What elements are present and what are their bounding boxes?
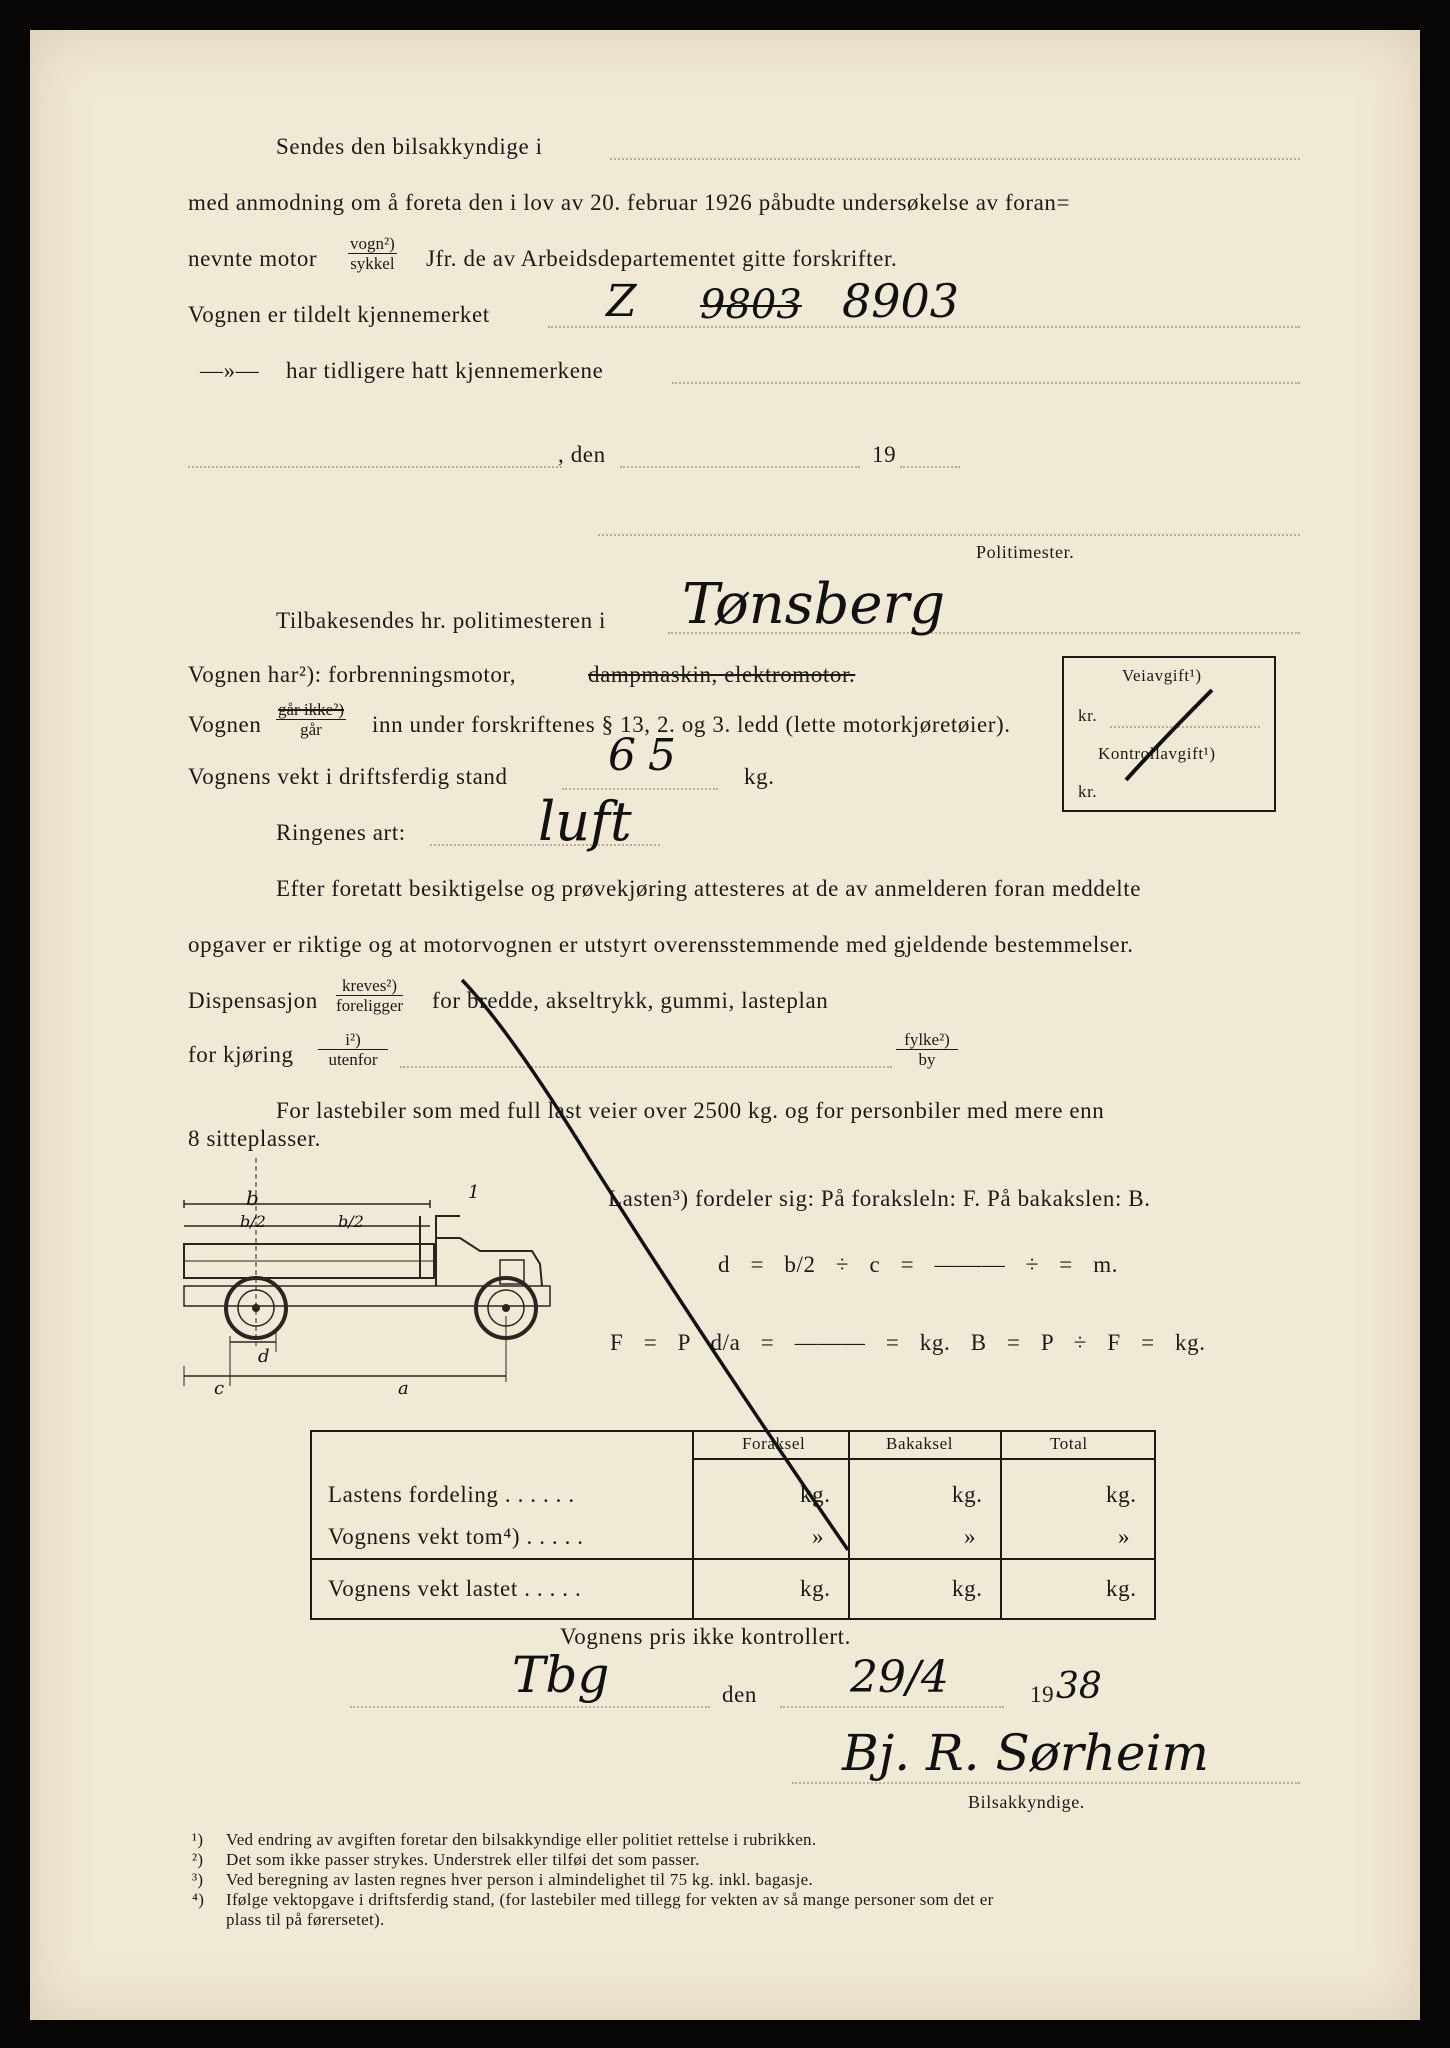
vekt-unit: kg.	[744, 764, 775, 789]
pris-note: Vognens pris ikke kontrollert.	[560, 1624, 851, 1649]
row-tom-bakaksel[interactable]: »	[964, 1524, 977, 1549]
politimester-signature-line	[598, 534, 1300, 536]
footnote-2-mark: ²)	[192, 1850, 204, 1869]
gar-fraction	[276, 700, 346, 739]
form-paper	[30, 30, 1420, 2020]
row-lastens-label: Lastens fordeling . . . . . .	[328, 1482, 575, 1507]
row-lastens-foraksel[interactable]: kg.	[800, 1482, 831, 1507]
town-handwriting: Tønsberg	[682, 572, 946, 637]
jfr-text: Jfr. de av Arbeidsdepartementet gitte forskrifter.	[426, 246, 898, 271]
i-option: i²)	[318, 1030, 388, 1050]
footnote-4-mark: ⁴)	[192, 1890, 205, 1909]
ringenes-label: Ringenes art:	[276, 820, 406, 845]
for-kjoring-label: for kjøring	[188, 1042, 294, 1067]
vogn-sykkel-fraction	[348, 234, 397, 273]
utenfor-option: utenfor	[328, 1050, 378, 1069]
by-option: by	[918, 1050, 936, 1069]
year-label: 19	[872, 442, 897, 467]
place-field[interactable]	[188, 466, 562, 468]
diagram-label-d: d	[258, 1346, 270, 1367]
har-label: Vognen har²): forbrenningsmotor,	[188, 662, 517, 687]
col-bakaksel: Bakaksel	[886, 1434, 954, 1453]
tidligere-field[interactable]	[672, 382, 1300, 384]
kontrollavgift-kr: kr.	[1078, 782, 1098, 801]
i-utenfor-fraction	[318, 1030, 388, 1069]
ditto-mark: —»—	[200, 358, 260, 383]
reg-old-handwriting: 9803	[700, 282, 802, 328]
veiavgift-label: Veiavgift¹)	[1122, 666, 1202, 685]
col-foraksel: Foraksel	[742, 1434, 806, 1453]
footer-date-field[interactable]	[780, 1706, 1004, 1708]
diagram-label-b: b	[246, 1186, 259, 1210]
diagram-label-a: a	[398, 1378, 409, 1399]
fylke-option: fylke²)	[896, 1030, 958, 1050]
weight-table	[310, 1430, 1156, 1620]
row-lastet-foraksel[interactable]: kg.	[800, 1576, 831, 1601]
bilsakkyndige-label: Bilsakkyndige.	[968, 1792, 1085, 1812]
tires-handwriting: luft	[538, 790, 632, 853]
kreves-fraction	[336, 976, 403, 1015]
sendes-label: Sendes den bilsakkyndige i	[276, 134, 543, 159]
vognen-label: Vognen	[188, 712, 262, 737]
vekt-label: Vognens vekt i driftsferdig stand	[188, 764, 508, 789]
nevnte-label: nevnte motor	[188, 246, 318, 271]
row-lastet-bakaksel[interactable]: kg.	[952, 1576, 983, 1601]
d-formula: d = b/2 ÷ c = ——— ÷ = m.	[718, 1252, 1119, 1277]
inn-under-text: inn under forskriftenes § 13, 2. og 3. ledd (lette motorkjøretøier).	[372, 712, 1011, 737]
footnote-2: Det som ikke passer strykes. Understrek eller tilføi det som passer.	[226, 1850, 700, 1869]
laste-text-2: 8 sitteplasser.	[188, 1126, 321, 1151]
year-field[interactable]	[900, 466, 960, 468]
disp-text: for bredde, akseltrykk, gummi, lasteplan	[432, 988, 829, 1013]
vogn-option: vogn²)	[350, 234, 395, 253]
place-handwriting: Tbg	[512, 1646, 610, 1704]
kreves-option: kreves²)	[336, 976, 403, 996]
footnote-1: Ved endring av avgiften foretar den bilsakkyndige eller politiet rettelse i rubrikken.	[226, 1830, 817, 1849]
row-tom-label: Vognens vekt tom⁴) . . . . .	[328, 1524, 584, 1549]
efter-text-2: opgaver er riktige og at motorvognen er utstyrt overensstemmende med gjeldende bestemmelser.	[188, 932, 1134, 957]
footer-place-field[interactable]	[350, 1706, 710, 1708]
row-lastens-total[interactable]: kg.	[1106, 1482, 1137, 1507]
fee-box-cancel-stroke	[1064, 658, 1274, 810]
fee-box	[1062, 656, 1276, 812]
kjennemerket-label: Vognen er tildelt kjennemerket	[188, 302, 490, 327]
footnote-4: Ifølge vektopgave i driftsferdig stand, (for lastebiler med tillegg for vekten av så mange personer som det er	[226, 1890, 994, 1909]
sendes-field[interactable]	[610, 158, 1300, 160]
gar-option: går	[300, 720, 322, 739]
date-field[interactable]	[620, 466, 860, 468]
kontrollavgift-label: Kontrollavgift¹)	[1098, 744, 1216, 763]
laste-text-1: For lastebiler som med full last veier over 2500 kg. og for personbiler med mere enn	[276, 1098, 1105, 1123]
date-handwriting: 29/4	[850, 1652, 949, 1703]
year-handwriting: 38	[1056, 1666, 1102, 1707]
tilbake-label: Tilbakesendes hr. politimesteren i	[276, 608, 607, 633]
row-tom-foraksel[interactable]: »	[812, 1524, 825, 1549]
reg-new-handwriting: 8903	[842, 274, 960, 328]
footer-year-label: 19	[1030, 1682, 1055, 1707]
den-label: , den	[558, 442, 606, 467]
diagram-label-b2-right: b/2	[338, 1212, 364, 1231]
foreligger-option: foreligger	[336, 996, 404, 1015]
kjoring-field[interactable]	[400, 1066, 892, 1068]
veiavgift-kr: kr.	[1078, 706, 1098, 725]
row-lastens-bakaksel[interactable]: kg.	[952, 1482, 983, 1507]
row-tom-total[interactable]: »	[1118, 1524, 1131, 1549]
weight-handwriting: 65	[608, 730, 688, 781]
row-lastet-total[interactable]: kg.	[1106, 1576, 1137, 1601]
har-struck-options: dampmaskin, elektromotor.	[588, 662, 856, 687]
signature-handwriting: Bj. R. Sørheim	[842, 1724, 1209, 1782]
gar-ikke-option: går ikke²)	[278, 700, 344, 719]
reg-prefix-handwriting: Z	[606, 276, 637, 327]
efter-text-1: Efter foretatt besiktigelse og prøvekjøring attesteres at de av anmelderen foran meddelte	[276, 876, 1142, 901]
col-total: Total	[1050, 1434, 1088, 1453]
diagram-label-one: 1	[468, 1182, 480, 1203]
footnote-3: Ved beregning av lasten regnes hver person i almindelighet til 75 kg. inkl. bagasje.	[226, 1870, 813, 1889]
f-formula: F = P d/a = ——— = kg. B = P ÷ F = kg.	[610, 1330, 1206, 1355]
cancellation-stroke	[30, 30, 1420, 2020]
tidligere-label: har tidligere hatt kjennemerkene	[286, 358, 604, 383]
politimester-label: Politimester.	[976, 542, 1075, 562]
fylke-by-fraction	[896, 1030, 958, 1069]
row-lastet-label: Vognens vekt lastet . . . . .	[328, 1576, 582, 1601]
footnote-4-cont: plass til på førersetet).	[226, 1910, 385, 1929]
signature-line	[792, 1782, 1300, 1784]
disp-label: Dispensasjon	[188, 988, 318, 1013]
footnote-3-mark: ³)	[192, 1870, 204, 1889]
footnote-1-mark: ¹)	[192, 1830, 204, 1849]
anmodning-text: med anmodning om å foreta den i lov av 20. februar 1926 påbudte undersøkelse av foran=	[188, 190, 1071, 215]
sykkel-option: sykkel	[350, 254, 395, 273]
lasten-text: Lasten³) fordeler sig: På foraksleln: F. På bakakslen: B.	[608, 1186, 1151, 1211]
footer-den-label: den	[722, 1682, 758, 1707]
diagram-label-c: c	[214, 1378, 225, 1399]
truck-axle-diagram	[180, 1156, 560, 1396]
diagram-label-b2-left: b/2	[240, 1212, 266, 1231]
